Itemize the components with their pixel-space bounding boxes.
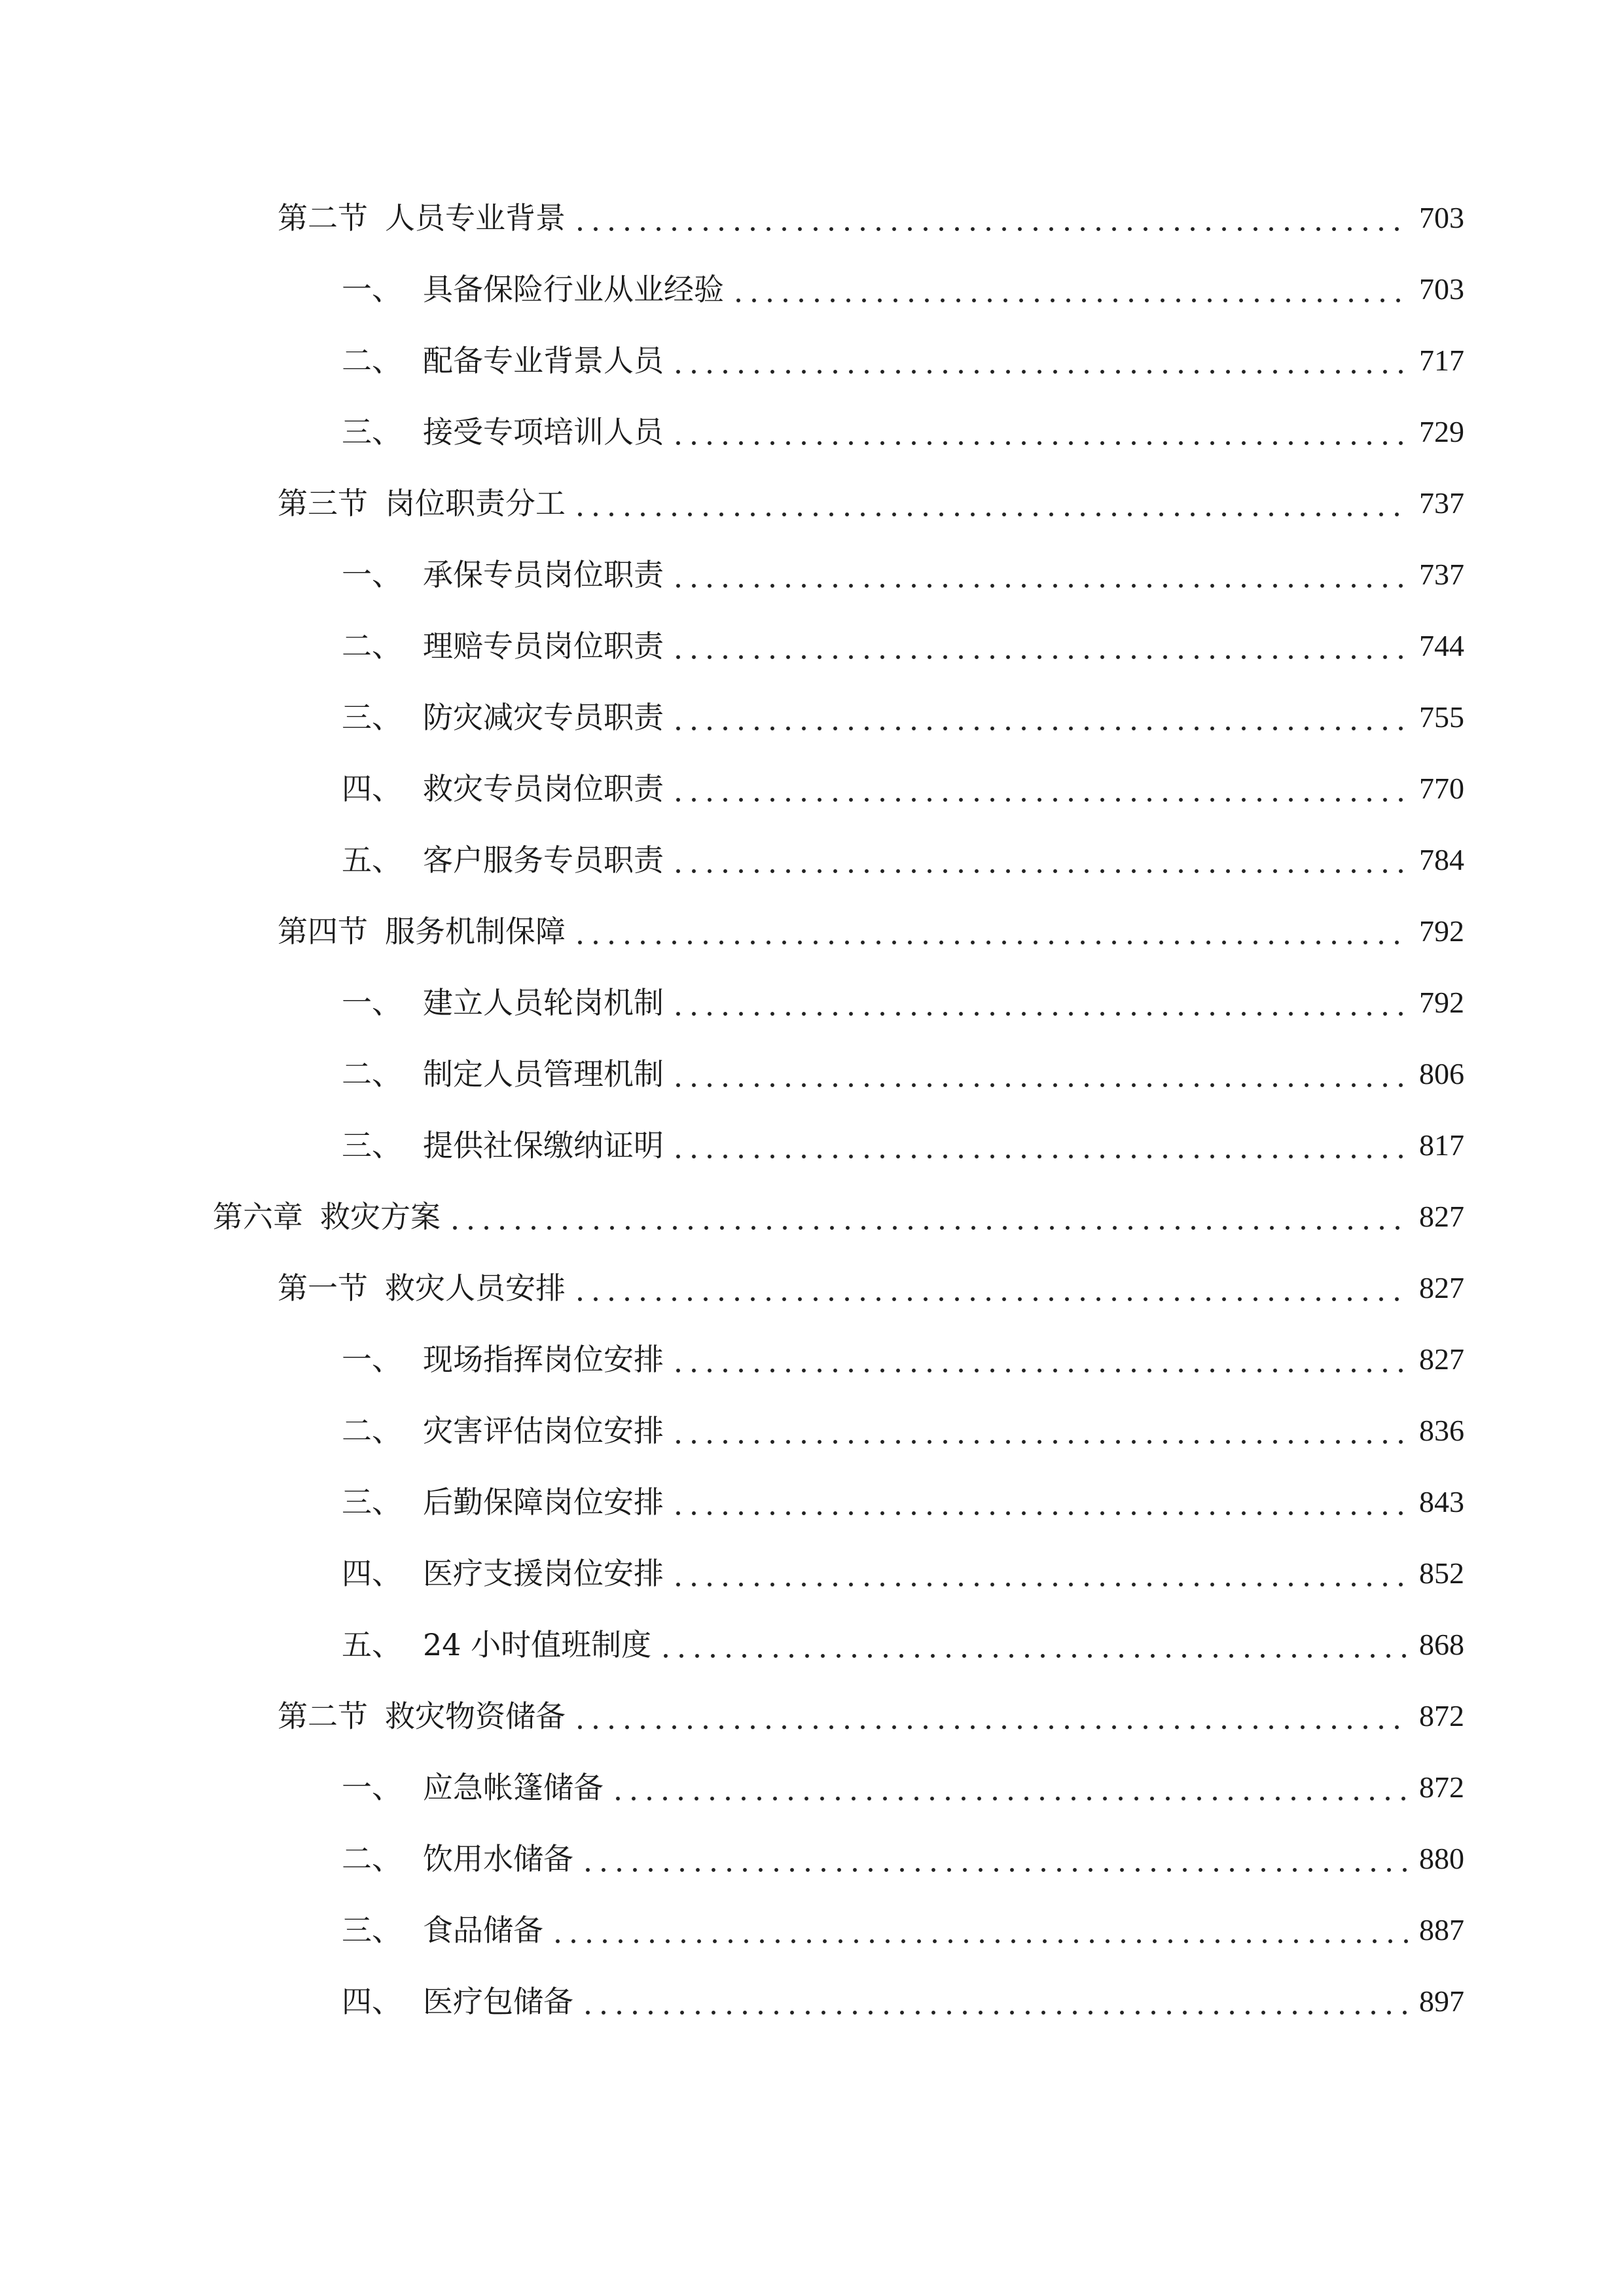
dot-leader [572, 1272, 1408, 1302]
toc-entry-title: 客户服务专员职责 [423, 842, 664, 878]
toc-entry[interactable] [342, 338, 1464, 384]
toc-entry[interactable] [342, 1479, 1464, 1525]
toc-entry-title: 配备专业背景人员 [423, 343, 664, 378]
toc-entry-page: 792 [1419, 914, 1464, 948]
toc-entry-number: 一、 [342, 1770, 402, 1805]
toc-entry[interactable] [278, 480, 1464, 526]
toc-entry[interactable] [342, 409, 1464, 455]
toc-entry-number: 三、 [342, 700, 402, 735]
dot-leader [731, 273, 1408, 303]
toc-entry[interactable] [342, 266, 1464, 312]
toc-entry-title: 现场指挥岗位安排 [423, 1342, 664, 1377]
dot-leader [670, 344, 1408, 374]
toc-entry-number: 第二节 [278, 200, 368, 236]
toc-entry[interactable] [342, 1122, 1464, 1168]
toc-entry-number: 五、 [342, 842, 402, 878]
toc-entry-number: 二、 [342, 628, 402, 664]
toc-entry-page: 737 [1419, 558, 1464, 591]
toc-entry-page: 827 [1419, 1342, 1464, 1376]
toc-entry-title: 承保专员岗位职责 [423, 557, 664, 592]
dot-leader [610, 1771, 1408, 1801]
toc-entry-title: 24 小时值班制度 [423, 1627, 652, 1662]
toc-entry[interactable] [342, 1836, 1464, 1882]
toc-entry[interactable] [342, 552, 1464, 598]
toc-entry-title: 食品储备 [423, 1912, 543, 1948]
toc-entry-title: 灾害评估岗位安排 [423, 1413, 664, 1448]
toc-entry-title: 建立人员轮岗机制 [423, 985, 664, 1020]
toc-entry-title: 提供社保缴纳证明 [423, 1128, 664, 1163]
toc-entry-title: 救灾人员安排 [385, 1270, 566, 1306]
toc-entry-page: 703 [1419, 272, 1464, 306]
toc-entry-title: 具备保险行业从业经验 [423, 272, 724, 307]
dot-leader [670, 701, 1408, 731]
toc-entry[interactable] [342, 1336, 1464, 1382]
toc-entry-title: 医疗支援岗位安排 [423, 1556, 664, 1591]
dot-leader [670, 1414, 1408, 1444]
dot-leader [670, 1557, 1408, 1587]
toc-entry-page: 852 [1419, 1556, 1464, 1590]
toc-entry[interactable] [342, 837, 1464, 883]
toc-entry-page: 843 [1419, 1485, 1464, 1518]
toc-entry-number: 二、 [342, 1841, 402, 1876]
toc-entry-page: 792 [1419, 986, 1464, 1019]
dot-leader [572, 915, 1408, 945]
dot-leader [580, 1985, 1408, 2015]
toc-entry-number: 第二节 [278, 1698, 368, 1734]
dot-leader [572, 1700, 1408, 1730]
toc-entry-number: 二、 [342, 1056, 402, 1092]
toc-entry[interactable] [278, 195, 1464, 241]
toc-entry-page: 806 [1419, 1057, 1464, 1090]
toc-entry-title: 饮用水储备 [423, 1841, 573, 1876]
toc-entry-number: 三、 [342, 1128, 402, 1163]
toc-entry-page: 872 [1419, 1770, 1464, 1804]
dot-leader [670, 558, 1408, 588]
toc-entry-page: 868 [1419, 1628, 1464, 1661]
dot-leader [670, 416, 1408, 446]
toc-entry-number: 三、 [342, 1912, 402, 1948]
toc-entry-page: 817 [1419, 1128, 1464, 1162]
dot-leader [670, 630, 1408, 660]
toc-entry-title: 后勤保障岗位安排 [423, 1484, 664, 1520]
toc-entry-title: 应急帐篷储备 [423, 1770, 604, 1805]
toc-entry-page: 827 [1419, 1200, 1464, 1233]
toc-entry-number: 一、 [342, 272, 402, 307]
toc-entry-page: 887 [1419, 1913, 1464, 1946]
toc-entry-page: 872 [1419, 1699, 1464, 1732]
toc-entry-number: 四、 [342, 1556, 402, 1591]
dot-leader [670, 772, 1408, 802]
toc-entry-number: 五、 [342, 1627, 402, 1662]
toc-entry-page: 880 [1419, 1842, 1464, 1875]
toc-entry-title: 制定人员管理机制 [423, 1056, 664, 1092]
toc-entry-page: 836 [1419, 1414, 1464, 1447]
dot-leader [658, 1628, 1408, 1659]
toc-entry-page: 770 [1419, 772, 1464, 805]
toc-entry[interactable] [342, 623, 1464, 669]
toc-entry[interactable] [278, 1265, 1464, 1311]
dot-leader [670, 844, 1408, 874]
toc-entry-page: 703 [1419, 201, 1464, 234]
toc-entry-number: 第四节 [278, 914, 368, 949]
toc-entry-page: 827 [1419, 1271, 1464, 1304]
toc-entry-number: 一、 [342, 1342, 402, 1377]
dot-leader [580, 1842, 1408, 1873]
toc-entry-number: 二、 [342, 1413, 402, 1448]
toc-entry-number: 三、 [342, 414, 402, 450]
toc-entry-number: 二、 [342, 343, 402, 378]
toc-entry-page: 729 [1419, 415, 1464, 448]
toc-entry-number: 三、 [342, 1484, 402, 1520]
toc-entry-page: 897 [1419, 1984, 1464, 2018]
toc-entry-title: 岗位职责分工 [385, 486, 566, 521]
toc-entry[interactable] [342, 1765, 1464, 1810]
toc-entry-title: 人员专业背景 [385, 200, 566, 236]
dot-leader [670, 1343, 1408, 1373]
toc-entry-title: 救灾物资储备 [385, 1698, 566, 1734]
dot-leader [670, 1058, 1408, 1088]
dot-leader [572, 487, 1408, 517]
toc-entry-page: 784 [1419, 843, 1464, 876]
toc-entry[interactable] [342, 1907, 1464, 1953]
dot-leader [670, 1486, 1408, 1516]
toc-entry[interactable] [342, 1551, 1464, 1596]
dot-leader [572, 202, 1408, 232]
toc-entry-number: 第六章 [213, 1199, 303, 1234]
toc-entry-title: 救灾专员岗位职责 [423, 771, 664, 806]
toc-entry-number: 第一节 [278, 1270, 368, 1306]
toc-entry-title: 医疗包储备 [423, 1984, 573, 2019]
toc-entry-page: 717 [1419, 344, 1464, 377]
toc-entry-title: 理赔专员岗位职责 [423, 628, 664, 664]
toc-entry-number: 第三节 [278, 486, 368, 521]
toc-entry-page: 744 [1419, 629, 1464, 662]
toc-entry[interactable] [342, 1051, 1464, 1097]
dot-leader [670, 1129, 1408, 1159]
toc-entry-number: 一、 [342, 557, 402, 592]
toc-entry[interactable] [342, 1408, 1464, 1454]
toc-entry[interactable] [278, 1693, 1464, 1739]
toc-entry-number: 四、 [342, 771, 402, 806]
toc-entry[interactable] [342, 766, 1464, 812]
toc-entry[interactable] [213, 1194, 1464, 1240]
toc-entry-title: 防灾减灾专员职责 [423, 700, 664, 735]
dot-leader [447, 1200, 1408, 1230]
toc-entry[interactable] [342, 1979, 1464, 2024]
toc-entry-number: 一、 [342, 985, 402, 1020]
toc-entry-title: 接受专项培训人员 [423, 414, 664, 450]
dot-leader [550, 1914, 1408, 1944]
dot-leader [670, 986, 1408, 1016]
toc-entry-page: 755 [1419, 700, 1464, 734]
toc-entry[interactable] [278, 908, 1464, 954]
toc-entry-title: 服务机制保障 [385, 914, 566, 949]
toc-entry[interactable] [342, 1622, 1464, 1668]
toc-entry-title: 救灾方案 [320, 1199, 441, 1234]
toc-entry[interactable] [342, 694, 1464, 740]
toc-entry[interactable] [342, 980, 1464, 1026]
toc-entry-page: 737 [1419, 486, 1464, 520]
toc-entry-number: 四、 [342, 1984, 402, 2019]
